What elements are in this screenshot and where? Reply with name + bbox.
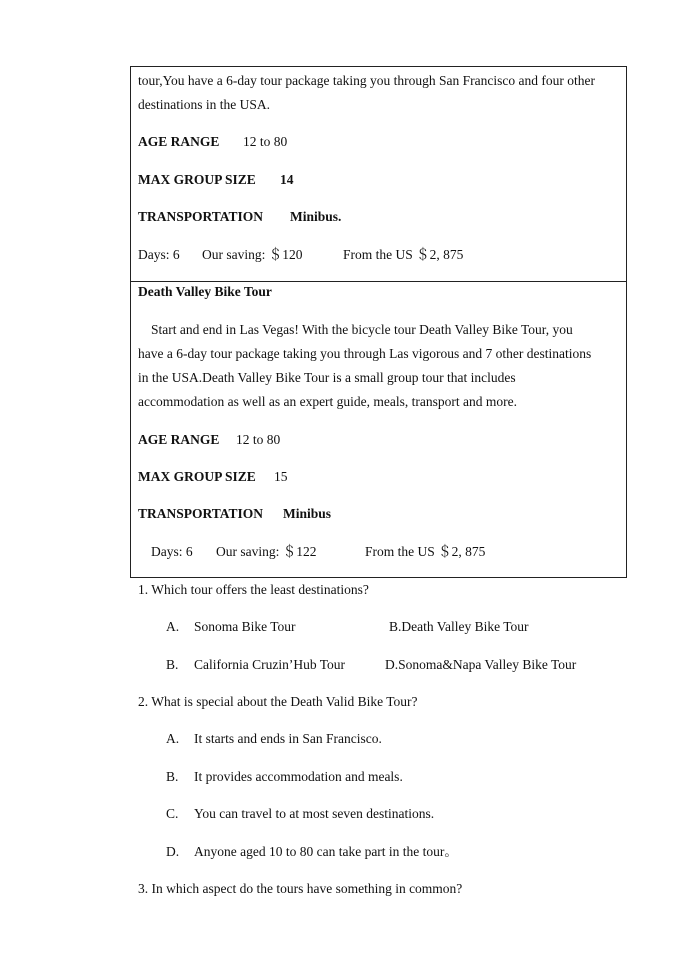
tour2-transport-label: TRANSPORTATION (138, 506, 264, 521)
tour2-age-label: AGE RANGE (138, 432, 220, 447)
question-3: 3. In which aspect do the tours have something in common? (138, 881, 463, 896)
q1-option-a-text: Sonoma Bike Tour (194, 619, 296, 634)
q2-option-d-text: Anyone aged 10 to 80 can take part in the tour。 (194, 844, 458, 859)
tour1-desc-line2: destinations in the USA. (138, 97, 270, 112)
tour1-saving: Our saving: ＄120 (202, 247, 303, 262)
tour1-group-value: 14 (280, 172, 294, 187)
tour1-days: Days: 6 (138, 247, 180, 262)
q1-option-c-text: California Cruzin’Hub Tour (194, 657, 346, 672)
tour1-price: From the US ＄2, 875 (343, 247, 464, 262)
q2-option-c-letter: C. (166, 806, 179, 821)
tour1-age-value: 12 to 80 (243, 134, 288, 149)
q2-option-a-text: It starts and ends in San Francisco. (194, 731, 382, 746)
tour2-days: Days: 6 (151, 544, 193, 559)
tour2-saving: Our saving: ＄122 (216, 544, 317, 559)
tour2-age-value: 12 to 80 (236, 432, 281, 447)
q1-option-a-letter: A. (166, 619, 180, 634)
q2-option-a-letter: A. (166, 731, 180, 746)
tour1-transport-value: Minibus. (290, 209, 342, 224)
q2-option-b-text: It provides accommodation and meals. (194, 769, 403, 784)
tour2-desc-line2: have a 6-day tour package taking you through Las vigorous and 7 other destinations (138, 346, 592, 361)
q2-option-c-text: You can travel to at most seven destinations. (194, 806, 435, 821)
tour2-group-value: 15 (274, 469, 288, 484)
q1-option-d-text: D.Sonoma&Napa Valley Bike Tour (385, 657, 577, 672)
tour1-group-label: MAX GROUP SIZE (138, 172, 256, 187)
tour2-desc-line1: Start and end in Las Vegas! With the bicycle tour Death Valley Bike Tour, you (151, 322, 573, 337)
q2-option-b-letter: B. (166, 769, 179, 784)
tour2-transport-value: Minibus (283, 506, 332, 521)
tour1-age-label: AGE RANGE (138, 134, 220, 149)
tour1-transport-label: TRANSPORTATION (138, 209, 264, 224)
tour2-desc-line3: in the USA.Death Valley Bike Tour is a small group tour that includes (138, 370, 516, 385)
question-2: 2. What is special about the Death Valid Bike Tour? (138, 694, 418, 709)
q1-option-c-letter: B. (166, 657, 179, 672)
q1-option-b-text: B.Death Valley Bike Tour (389, 619, 529, 634)
tour2-group-label: MAX GROUP SIZE (138, 469, 256, 484)
tour2-desc-line4: accommodation as well as an expert guide, meals, transport and more. (138, 394, 518, 409)
question-1: 1. Which tour offers the least destinations? (138, 582, 369, 597)
tour2-price: From the US ＄2, 875 (365, 544, 486, 559)
q2-option-d-letter: D. (166, 844, 180, 859)
tour2-title: Death Valley Bike Tour (138, 284, 272, 299)
tour1-desc-line1: tour,You have a 6-day tour package taking you through San Francisco and four other (138, 73, 595, 88)
